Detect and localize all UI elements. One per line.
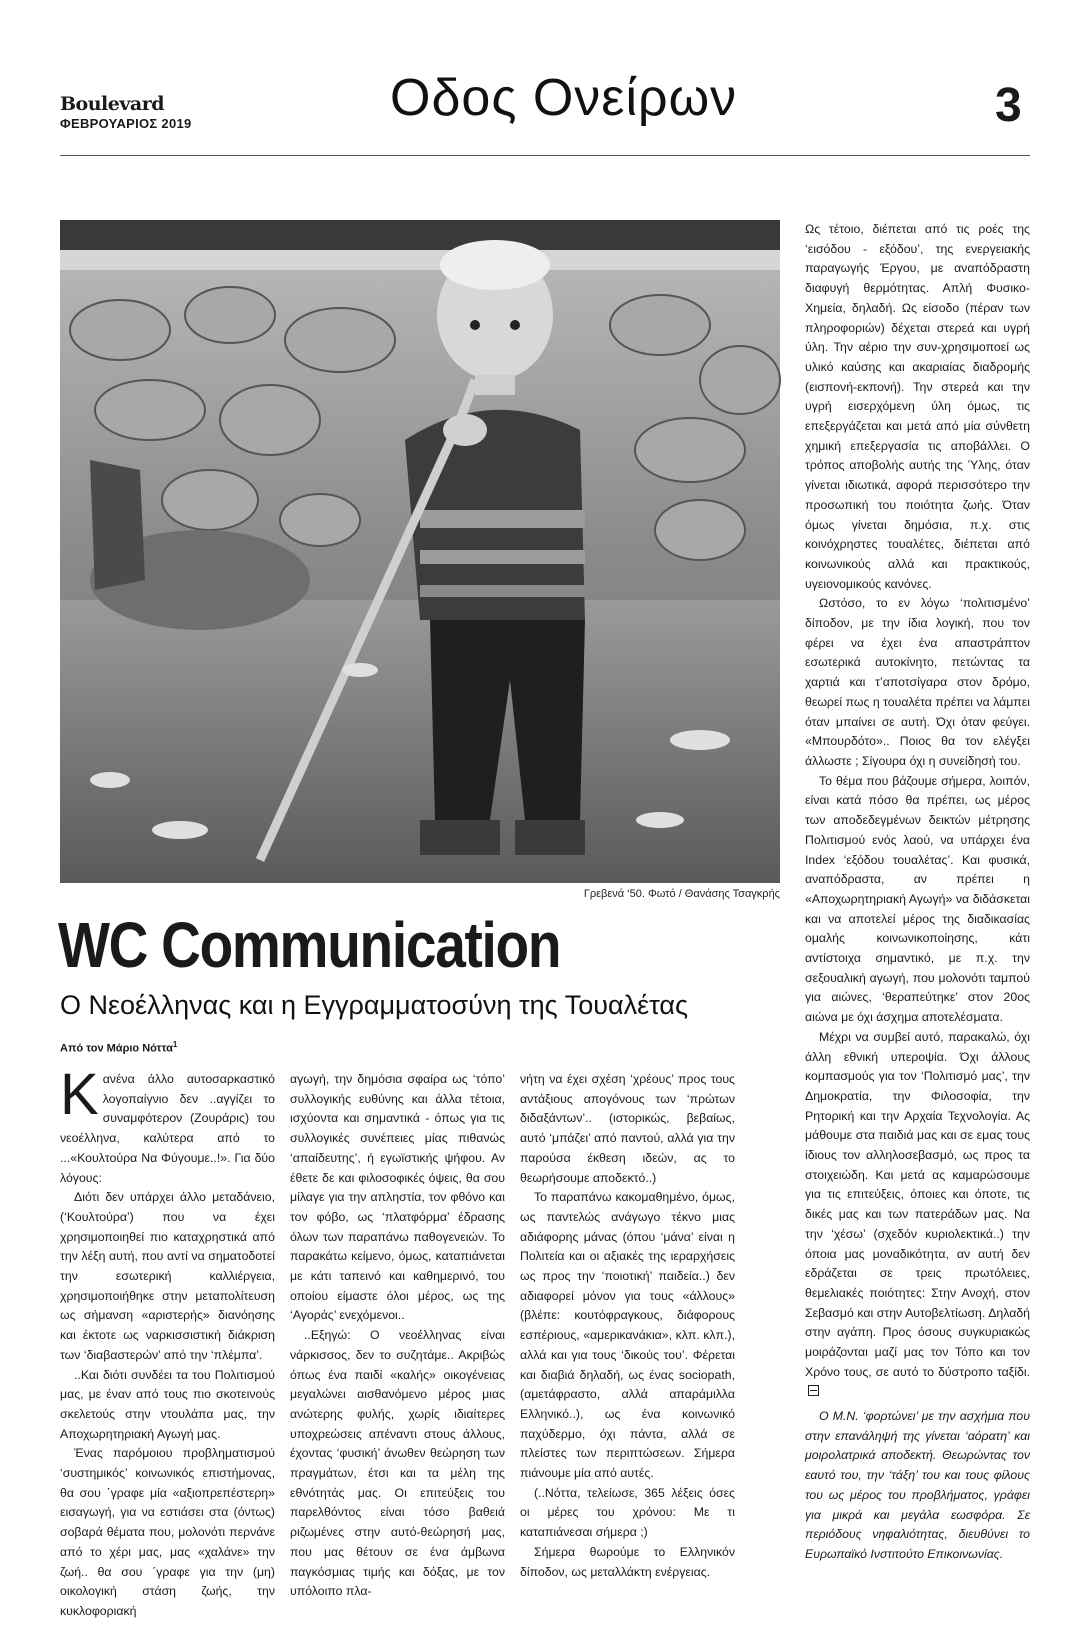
article-byline	[60, 1040, 177, 1055]
author-note-text: Ο Μ.Ν. ‘φορτώνει’ με την ασχήμια που στην επανάληψή της γίνεται ‘αόρατη’ και μοιρολατρικά αποδεκτή. Θεωρώντας τον εαυτό του, την ‘τάξη’ του και τους φίλους του ως μέρος του προβλήματος, γράφει για μικρά και μεγάλα εωσφόρα. Σε περιόδους νηφαλιότητας, διευθύνει το Ευρωπαϊκό Ινστιτούτο Επικοινωνίας.	[805, 1409, 1030, 1561]
column-2-paragraph-1: αγωγή, την δημόσια σφαίρα ως ‘τόπο’ συλλογικής ευθύνης και άλλα τέτοια, ισχύοντα και σημαντικά - όπως για τις συλλογικές συνέπειες μίας πιθανώς ‘απαίδευτης’, ή εγωϊστικής ψήφου. Αν έθετε δε και φιλοσοφικές όψεις, θα σου μίλαγε για την απληστία, τον φθόνο και τον φόβο, ως ‘πλατφόρμα’ έδρασης όλων των παραπάνω παθογενειών. Το παρακάτω κείμενο, όμως, καταπιάνεται με κάτι ταπεινό και καθημερινό, του οποίου είμαστε όλοι μέρος, ως της ‘Αγοράς’ ενεχόμενοι..	[290, 1072, 505, 1323]
article-column-2	[290, 1070, 505, 1605]
column-4-paragraph-2: Ωστόσο, το εν λόγω ‘πολιτισμένο’ δίποδον, με την ίδια λογική, που τον φέρει να έχει ένα απαστράπτον εσωτερικά αυτοκίνητο, πετώντας τα χαρτιά και τ’αποτσίγαρα στον δρόμο, θεωρεί πως η τουαλέτα πρέπει να λάμπει όταν μπαίνει σε αυτή. Όχι όταν φεύγει. «Μπουρδότο».. Ποιος θα τον ελέγξει άλλωστε ; Σίγουρα όχι η συνείδησή του.	[805, 596, 1030, 768]
end-of-article-icon	[808, 1385, 819, 1396]
article-headline: WC Communication	[58, 909, 561, 981]
column-3-paragraph-4: Σήμερα θωρούμε το Ελληνικόν δίποδον, ως μεταλλάκτη ενέργειας.	[520, 1544, 735, 1579]
column-4-paragraph-1: Ως τέτοιο, διέπεται από τις ροές της ‘εισόδου - εξόδου’, της ενεργειακής παραγωγής Έργου, με αναπόδραστη διαφυγή θερμότητας. Απλή Φυσικο-Χημεία, δηλαδή. Ως είσοδο (πέραν των πληροφοριών) δέχεται στερεά και υγρή ύλη. Την αέριο την συν-χρησιμοποεί ως υλικό καύσης και ακαριαίας διαδρομής (εισπονή-εκπονή). Την στερεά και την υγρή εισερχόμενη ύλη όμως, τις επεξεργάζεται και μετά από μία σύνθετη χημική επεξεργασία τις αποβάλλει. Ο τρόπος αποβολής αυτής της Ύλης, όταν γίνεται ιδιωτικά, αφορά περισσότερο την προσωπική του ποιότητα ζωής. Όταν όμως γίνεται δημόσια, π.χ. στις κοινόχρηστες τουαλέτες, διέπεται από κοινωνικούς αλλά και πρακτικούς, υγειονομικούς κανόνες.	[805, 222, 1030, 591]
column-1-paragraph-4: Ένας παρόμοιου προβληματισμού ‘συστημικός’ κοινωνικός επιστήμονας, θα σου ΄γραφε μία «αξιοπρεπέστερη» εισαγωγή, για να εστιάσει στα (όντως) σοβαρά θέματα που, μολονότι περνάνε από το χέρι μας, μας «χαλάνε» την ζωή.. θα σου ΄γραφε για την (μη) οικολογική στάση ζωής, την κυκλοφοριακή	[60, 1446, 275, 1618]
column-3-paragraph-3: (..Νόττα, τελείωσε, 365 λέξεις όσες οι μέρες του χρόνου: Με τι καταπιάνεσαι σήμερα ;)	[520, 1485, 735, 1540]
section-title: Οδος Ονείρων	[390, 69, 738, 127]
column-1-paragraph-2: Διότι δεν υπάρχει άλλο μεταδάνειο, (‘Κουλτούρα’) που να έχει χρησιμοποιηθεί πιο καταχρηστικά από την λέξη αυτή, που αντί να σηματοδοτεί την εσωτερική καλλιέργεια, χρησιμοποιήθηκε στην μεταπολίτευση ως σήμανση «αριστερής» διανόησης και έκτοτε ως ναρκισσιστική διάκριση των ‘διαβαστερών’ από την ‘πλέμπα’.	[60, 1190, 275, 1362]
column-3-paragraph-2: Το παραπάνω κακομαθημένο, όμως, ως παντελώς ανάγωγο τέκνο μιας αδιάφορης μάνας (όπου ‘μάνα’ είναι η Πολιτεία και οι αξιακές της ιεραρχήσεις ως προς την ‘ποιοτική’ παιδεία..) δεν αδιαφορεί μόνον για τους «άλλους» (βλέπε: κουτόφραγκους, διάφορους εσπέριους, «αμερικανάκια», κλπ. κλπ.), αλλά και για τους ‘δικούς του’. Φέρεται και διαβιά δηλαδή, ως ένας sociopath, (αμετάφραστο, αλλά απαράμιλλα Ελληνικό..), ως ένα κοινωνικό παχύδερμο, όχι πάντα, αλλά σε πλείστες των περιπτώσεων. Σήμερα πιάνουμε μία από αυτές.	[520, 1190, 735, 1481]
byline-footnote-mark: 1	[172, 1040, 178, 1049]
photo-illustration	[60, 220, 780, 883]
column-4-paragraph-4	[805, 1028, 1030, 1402]
byline-text: Από τον Μάριο Νόττα	[60, 1042, 173, 1055]
paragraph-text: Μέχρι να συμβεί αυτό, παρακαλώ, όχι άλλη εθνική υπεροψία. Όχι άλλους κομπασμούς για τον ‘Πολιτισμό μας’, την Δημοκρατία, την Φιλοσοφία, την Ρητορική και την Αρχαία Τεχνολογία. Ας μάθουμε στα παιδιά μας και σε εμας τους ίδιους τον αλληλοσεβασμό, ως προς τα στοιχειώδη. Και μετά ας καμαρώσουμε για τις επιτεύξεις, όποιες και όποτε, τις δικές μας και των πατεράδων μας. Να την ‘χέσω’ (σχεδόν κυριολεκτικά..) την όποια μας μοναδικότητα, αν αυτή δεν εδράζεται σε τρεις πρωτόλειες, θεμελιακές ποιότητες: Στην Ανοχή, στον Σεβασμό και στην Αυτοβελτίωση. Δηλαδή στην αγάπη. Προς όσους συγκυριακώς μοιράζονται μαζί μας τον Τόπο και τον Χρόνο τους, σε αυτό το δύστροπο ταξίδι.	[805, 1029, 1030, 1379]
page-number: 3	[995, 79, 1022, 132]
issue-date: ΦΕΒΡΟΥΑΡΙΟΣ 2019	[60, 116, 192, 131]
paragraph-text: ανένα άλλο αυτοσαρκαστικό λογοπαίγνιο δεν ..αγγίζει το συναμφότερον (Ζουράρις) του νεοέλληνα, καλύτερα από το ...«Κουλτούρα Να Φύγουμε..!». Για δύο λόγους:	[60, 1072, 275, 1185]
drop-cap: Κ	[60, 1062, 99, 1127]
column-1-paragraph-3: ..Και διότι συνδέει τα του Πολιτισμού μας, με έναν από τους πιο σκοτεινούς σκελετούς στην ντουλάπα μας, την Αποχωρητηριακή Αγωγή μας.	[60, 1367, 275, 1441]
photo-caption: Γρεβενά ‘50. Φωτό / Θανάσης Τσαγκρής	[583, 888, 780, 900]
article-column-3	[520, 1070, 735, 1605]
column-4-paragraph-3: Το θέμα που βάζουμε σήμερα, λοιπόν, είναι κατά πόσο θα πρέπει, ως μέρος των αποδεδεγμένων δεικτών μέτρησης Πολιτισμού ενός λαού, να υπάρχει ένα Index ‘εξόδου τουαλέτας’. Και φυσικά, αναπόδραστα, αν πρέπει η «Αποχωρητηριακή Αγωγή» να διδάσκεται και να αποτελεί μέρος της διαδικασίας ομαλής κοινωνικοποίησης, κάτι αντίστοιχα σημαντικό, με π.χ. την σεξουαλική αγωγή, που μολονότι ταμπού για αιώνες, ‘θεραπεύτηκε’ στον 20ος αιώνα με όχι άσχημα αποτελέσματα.	[805, 773, 1030, 1025]
column-1-paragraph-1	[60, 1062, 275, 1188]
author-note	[805, 1407, 1030, 1565]
article-photo	[60, 220, 780, 883]
column-3-paragraph-1: νήτη να έχει σχέση ‘χρέους’ προς τους αντάξιους απογόνους των ‘πρώτων διδαξάντων’.. (ιστορικώς, βεβαίως, αυτό ‘μπάζει’ από παντού, αλλά για την παρούσα έκθεση ιδεών, ας το θεωρήσουμε αποδεκτό..)	[520, 1072, 735, 1185]
column-2-paragraph-2: ..Εξηγώ: Ο νεοέλληνας είναι νάρκισσος, δεν το συζητάμε.. Ακριβώς όπως ένα παιδί «καλής» οικογένειας μεγαλώνει αισθανόμενο μέρος μιας ανώτερης φυλής, χωρίς ιδιαίτερες υποχρεώσεις απέναντι στους άλλους, έχοντας ‘φυσική’ άνωθεν θεώρηση των πραγμάτων, έτσι και τα μέλη της εθνότητάς μας. Οι επιτεύξεις του παρελθόντος είναι τόσο βαθειά ριζωμένες στην αυτό-θεώρησή μας, που μας θέτουν σε ένα άμβωνα παγκόσμιας τιμής και δόξας, με τον υπόλοιπο πλα-	[290, 1328, 505, 1599]
header-divider	[60, 155, 1030, 156]
article-column-4	[805, 220, 1030, 1379]
article-subheadline: Ο Νεοέλληνας και η Εγγραμματοσύνη της Τουαλέτας	[60, 990, 689, 1020]
article-column-1	[60, 1062, 275, 1618]
masthead-brand: Boulevard	[60, 93, 164, 115]
